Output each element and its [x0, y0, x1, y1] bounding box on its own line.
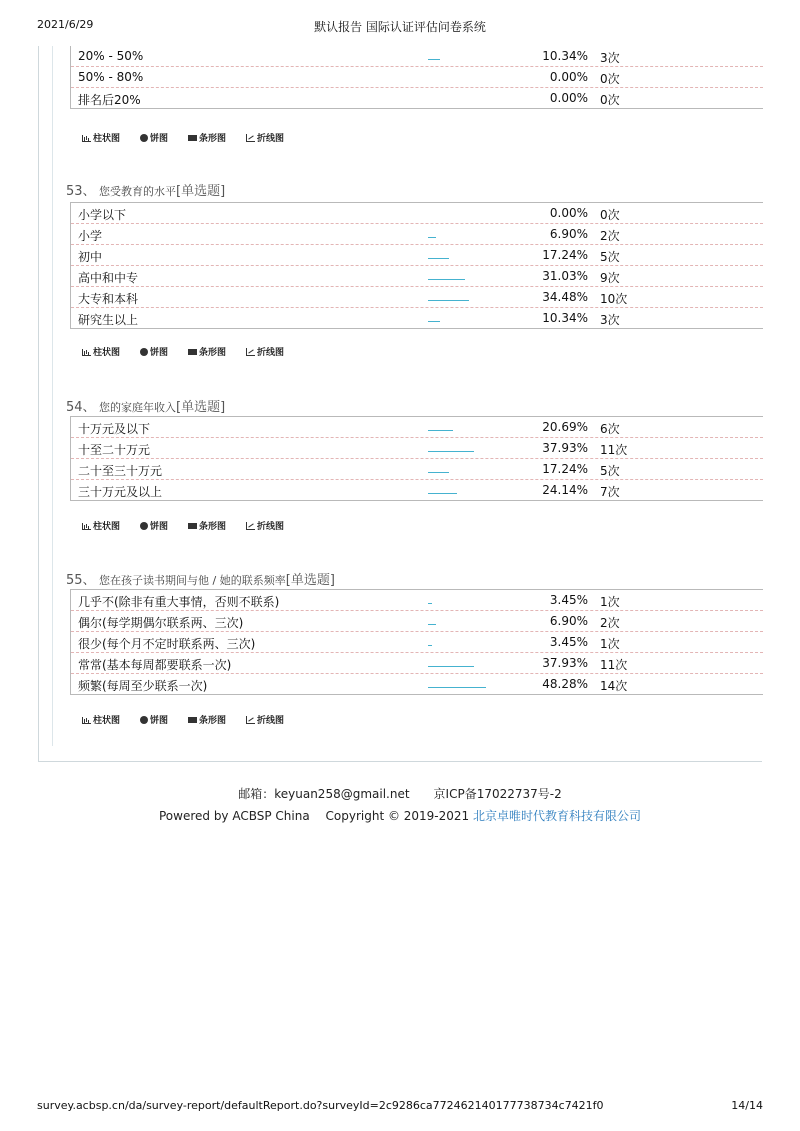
tab-bar-chart[interactable]: [82, 345, 120, 358]
option-label: 小学以下: [78, 208, 127, 222]
horizontal-bar-chart-icon: [188, 135, 197, 141]
result-table-q53: [70, 202, 763, 329]
option-label: 小学: [78, 229, 103, 243]
option-count: 2次: [600, 229, 620, 243]
option-percent: 37.93%: [542, 656, 588, 670]
bar-chart-icon: [82, 134, 91, 142]
option-percent: 3.45%: [549, 635, 588, 649]
tab-label: 条形图: [199, 522, 227, 532]
option-count: 14次: [600, 679, 628, 693]
question-type: [单选题]: [176, 400, 226, 415]
option-label: 很少(每个月不定时联系两、三次): [78, 637, 256, 651]
option-percent: 0.00%: [549, 91, 588, 105]
line-chart-icon: [246, 522, 255, 530]
option-count: 1次: [600, 637, 620, 651]
option-label: 初中: [78, 250, 103, 264]
question-type: [单选题]: [285, 573, 335, 588]
tab-pie-chart[interactable]: [140, 345, 168, 358]
question-number: 54、: [66, 400, 96, 415]
option-label: 排名后20%: [78, 93, 141, 107]
report-frame-inner: [52, 46, 53, 746]
percent-bar: [428, 299, 469, 301]
percent-bar: [428, 236, 436, 238]
pie-chart-icon: [140, 134, 148, 142]
tab-label: 饼图: [150, 522, 169, 532]
tab-pie-chart[interactable]: [140, 713, 168, 726]
tab-label: 柱状图: [93, 348, 121, 358]
tab-label: 柱状图: [93, 716, 121, 726]
option-count: 9次: [600, 271, 620, 285]
tab-horizontal-bar-chart[interactable]: [188, 713, 226, 726]
tab-horizontal-bar-chart[interactable]: [188, 519, 226, 532]
table-row: [71, 480, 763, 500]
table-row: [71, 417, 763, 438]
tab-label: 饼图: [150, 716, 169, 726]
option-count: 6次: [600, 422, 620, 436]
option-percent: 0.00%: [549, 70, 588, 84]
option-label: 大专和本科: [78, 292, 139, 306]
table-row: [71, 88, 763, 108]
option-percent: 6.90%: [549, 614, 588, 628]
report-frame-bottom: [38, 761, 762, 762]
page-number: 14/14: [731, 1099, 763, 1112]
option-percent: 34.48%: [542, 290, 588, 304]
option-count: 0次: [600, 72, 620, 86]
tab-horizontal-bar-chart[interactable]: [188, 345, 226, 358]
table-row: [71, 46, 763, 67]
footer-copyright: [0, 807, 800, 824]
option-percent: 17.24%: [542, 462, 588, 476]
percent-bar: [428, 665, 474, 667]
option-percent: 3.45%: [549, 593, 588, 607]
question-title-55: [66, 569, 335, 588]
option-label: 偶尔(每学期偶尔联系两、三次): [78, 616, 244, 630]
option-count: 2次: [600, 616, 620, 630]
option-label: 十至二十万元: [78, 443, 151, 457]
table-row: [71, 224, 763, 245]
bar-chart-icon: [82, 522, 91, 530]
option-count: 1次: [600, 595, 620, 609]
tab-label: 柱状图: [93, 522, 121, 532]
option-count: 3次: [600, 51, 620, 65]
tab-label: 折线图: [257, 134, 285, 144]
tab-line-chart[interactable]: [246, 345, 284, 358]
footer-contact: 邮箱：keyuan258@gmail.net 京ICP备17022737号-2: [238, 787, 562, 801]
percent-bar: [428, 686, 486, 688]
bar-chart-icon: [82, 348, 91, 356]
tab-pie-chart[interactable]: [140, 131, 168, 144]
tab-line-chart[interactable]: [246, 519, 284, 532]
table-row: [71, 245, 763, 266]
question-title-53: [66, 180, 225, 199]
percent-bar: [428, 602, 432, 604]
table-row: [71, 287, 763, 308]
option-label: 常常(基本每周都要联系一次): [78, 658, 232, 672]
report-frame-left: [38, 46, 39, 762]
option-percent: 48.28%: [542, 677, 588, 691]
tab-label: 条形图: [199, 716, 227, 726]
line-chart-icon: [246, 348, 255, 356]
question-number: 55、: [66, 573, 96, 588]
option-percent: 10.34%: [542, 311, 588, 325]
percent-bar: [428, 471, 449, 473]
print-date: 2021/6/29: [37, 18, 94, 31]
percent-bar: [428, 644, 432, 646]
horizontal-bar-chart-icon: [188, 523, 197, 529]
tab-label: 柱状图: [93, 134, 121, 144]
print-title: 默认报告 国际认证评估问卷系统: [314, 20, 486, 34]
pie-chart-icon: [140, 348, 148, 356]
horizontal-bar-chart-icon: [188, 717, 197, 723]
result-table-q52: [70, 46, 763, 109]
option-count: 10次: [600, 292, 628, 306]
tab-pie-chart[interactable]: [140, 519, 168, 532]
tab-label: 条形图: [199, 134, 227, 144]
option-percent: 6.90%: [549, 227, 588, 241]
table-row: [71, 203, 763, 224]
tab-bar-chart[interactable]: [82, 519, 120, 532]
table-row: [71, 632, 763, 653]
tab-bar-chart[interactable]: [82, 713, 120, 726]
table-row: [71, 611, 763, 632]
tab-label: 折线图: [257, 348, 285, 358]
option-percent: 10.34%: [542, 49, 588, 63]
table-row: [71, 438, 763, 459]
tab-label: 饼图: [150, 348, 169, 358]
option-count: 11次: [600, 443, 628, 457]
table-row: [71, 653, 763, 674]
option-label: 50% - 80%: [78, 70, 144, 84]
tab-label: 饼图: [150, 134, 169, 144]
horizontal-bar-chart-icon: [188, 349, 197, 355]
tab-horizontal-bar-chart[interactable]: [188, 131, 226, 144]
option-label: 高中和中专: [78, 271, 139, 285]
question-text: 您在孩子读书期间与他 / 她的联系频率: [99, 574, 286, 587]
tab-bar-chart[interactable]: [82, 131, 120, 144]
result-table-q55: [70, 589, 763, 695]
print-footer: [37, 1099, 763, 1113]
percent-bar: [428, 58, 440, 60]
option-count: 3次: [600, 313, 620, 327]
table-row: [71, 590, 763, 611]
tab-label: 折线图: [257, 716, 285, 726]
option-count: 7次: [600, 485, 620, 499]
option-percent: 24.14%: [542, 483, 588, 497]
bar-chart-icon: [82, 716, 91, 724]
percent-bar: [428, 320, 440, 322]
percent-bar: [428, 429, 453, 431]
option-percent: 17.24%: [542, 248, 588, 262]
option-label: 十万元及以下: [78, 422, 151, 436]
option-label: 三十万元及以上: [78, 485, 163, 499]
option-percent: 20.69%: [542, 420, 588, 434]
option-count: 5次: [600, 464, 620, 478]
option-percent: 31.03%: [542, 269, 588, 283]
print-url: survey.acbsp.cn/da/survey-report/defaultReport.do?surveyId=2c9286ca772462140177738734c7421f0: [37, 1099, 604, 1112]
question-number: 53、: [66, 184, 96, 199]
option-label: 二十至三十万元: [78, 464, 163, 478]
table-row: [71, 459, 763, 480]
result-table-q54: [70, 416, 763, 501]
footer-company-link[interactable]: 北京卓唯时代教育科技有限公司: [473, 809, 642, 823]
tab-label: 折线图: [257, 522, 285, 532]
percent-bar: [428, 257, 449, 259]
pie-chart-icon: [140, 716, 148, 724]
line-chart-icon: [246, 716, 255, 724]
question-text: 您的家庭年收入: [99, 401, 177, 414]
option-count: 11次: [600, 658, 628, 672]
option-label: 研究生以上: [78, 313, 139, 327]
option-count: 0次: [600, 208, 620, 222]
question-text: 您受教育的水平: [99, 185, 177, 198]
print-header: [37, 18, 763, 34]
option-percent: 37.93%: [542, 441, 588, 455]
tab-line-chart[interactable]: [246, 713, 284, 726]
question-title-54: [66, 396, 225, 415]
option-count: 0次: [600, 93, 620, 107]
option-percent: 0.00%: [549, 206, 588, 220]
option-count: 5次: [600, 250, 620, 264]
percent-bar: [428, 278, 465, 280]
table-row: [71, 308, 763, 328]
pie-chart-icon: [140, 522, 148, 530]
table-row: [71, 674, 763, 694]
percent-bar: [428, 450, 474, 452]
question-type: [单选题]: [176, 184, 226, 199]
option-label: 几乎不(除非有重大事情，否则不联系): [78, 595, 280, 609]
tab-line-chart[interactable]: [246, 131, 284, 144]
line-chart-icon: [246, 134, 255, 142]
percent-bar: [428, 492, 457, 494]
option-label: 20% - 50%: [78, 49, 144, 63]
percent-bar: [428, 623, 436, 625]
option-label: 频繁(每周至少联系一次): [78, 679, 208, 693]
tab-label: 条形图: [199, 348, 227, 358]
table-row: [71, 266, 763, 287]
table-row: [71, 67, 763, 88]
footer-powered: Powered by ACBSP China Copyright © 2019-2021: [158, 809, 473, 823]
